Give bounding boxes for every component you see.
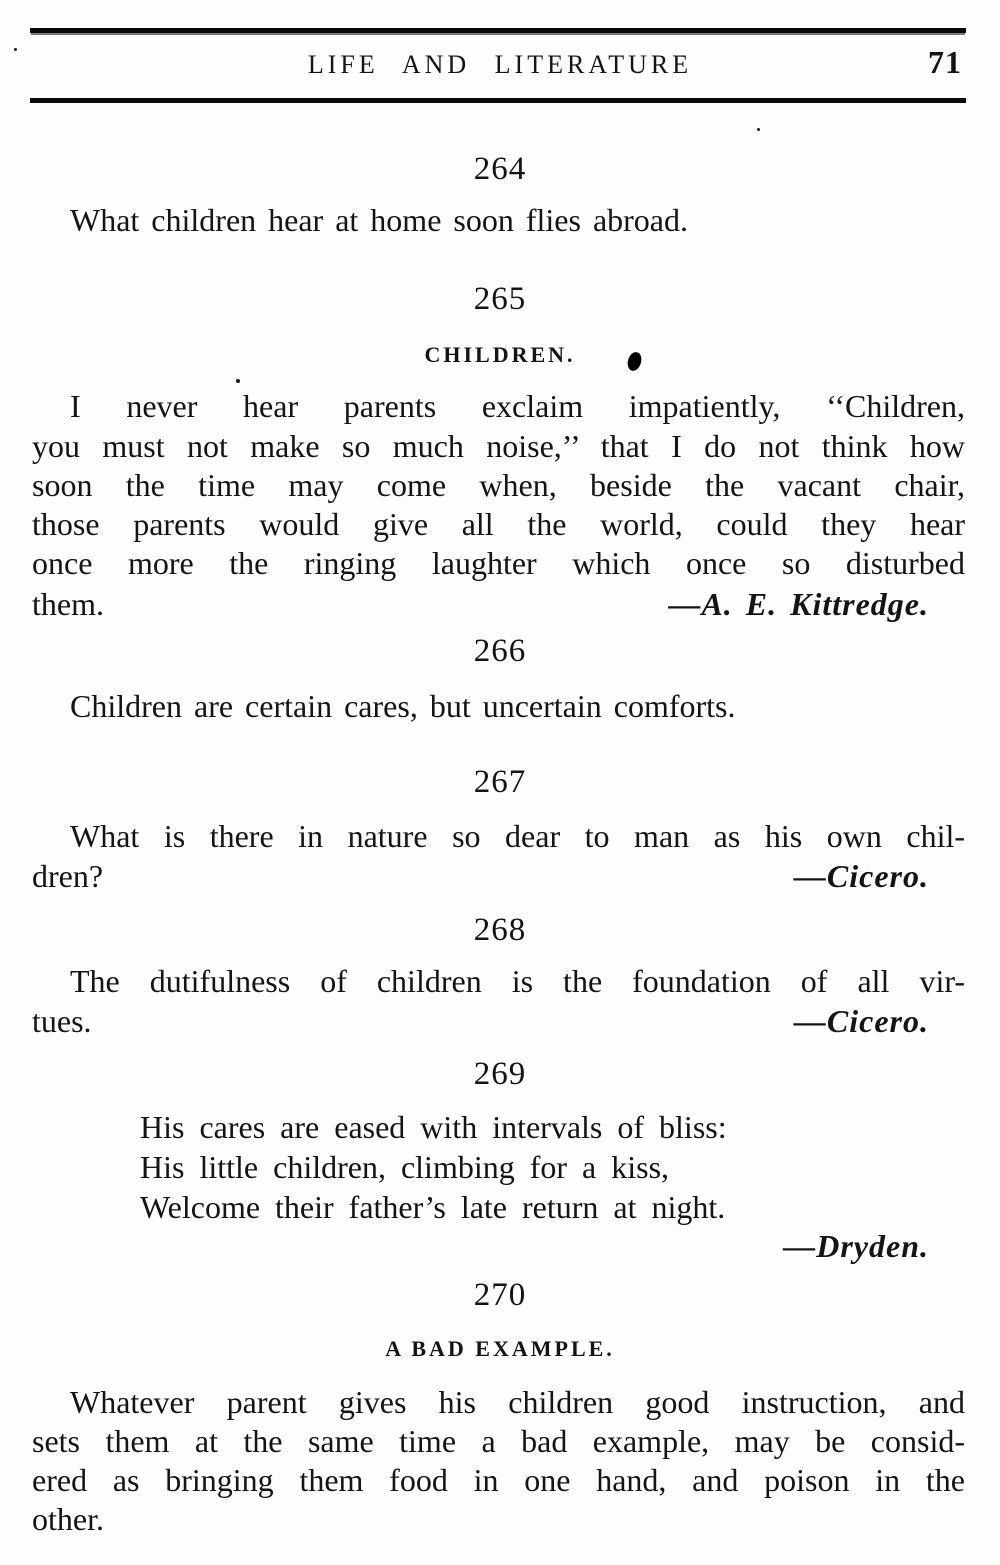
attribution-kittredge: —A. E. Kittredge.	[668, 586, 929, 622]
print-speck	[236, 379, 240, 383]
quote-268-last-line	[32, 1001, 965, 1041]
running-header-title: LIFE AND LITERATURE	[307, 50, 693, 79]
print-speck	[14, 48, 17, 51]
quote-number-265: 265	[473, 281, 527, 317]
quote-270-line: Whatever parent gives his children good instruction, and	[70, 1384, 965, 1420]
quote-268-line: The dutifulness of children is the foundation of all vir-	[70, 963, 965, 999]
quote-number-267: 267	[473, 764, 527, 800]
section-heading-children: CHILDREN.	[424, 342, 576, 367]
print-speck	[757, 128, 760, 131]
attribution-dryden: —Dryden.	[783, 1228, 929, 1264]
quote-270-line: sets them at the same time a bad example, may be consid-	[32, 1423, 965, 1459]
quote-267-line: What is there in nature so dear to man as his own chil-	[70, 818, 965, 854]
section-heading-a-bad-example: A BAD EXAMPLE.	[385, 1336, 615, 1361]
quote-265-line: I never hear parents exclaim impatiently, ‘‘Children,	[70, 388, 965, 424]
quote-265-last-line	[32, 584, 965, 624]
quote-264-text: What children hear at home soon flies abroad.	[70, 202, 688, 238]
quote-number-270: 270	[473, 1277, 527, 1313]
quote-270-line: ered as bringing them food in one hand, and poison in the	[32, 1462, 965, 1498]
quote-269-verse-line: His little children, climbing for a kiss,	[140, 1149, 670, 1185]
quote-269-verse-line: His cares are eased with intervals of bliss:	[140, 1109, 727, 1145]
quote-265-last-word: them.	[32, 586, 104, 622]
attribution-cicero: —Cicero.	[793, 858, 929, 894]
quote-number-264: 264	[473, 151, 527, 187]
quote-269-verse-line: Welcome their father’s late return at night.	[140, 1189, 726, 1225]
attribution-cicero: —Cicero.	[793, 1003, 929, 1039]
top-rule	[30, 28, 966, 33]
quote-270-last-word: other.	[32, 1501, 104, 1537]
quote-number-266: 266	[473, 633, 527, 669]
quote-265-line: soon the time may come when, beside the vacant chair,	[32, 467, 965, 503]
quote-number-269: 269	[473, 1056, 527, 1092]
quote-268-last-word: tues.	[32, 1003, 92, 1039]
quote-265-line: once more the ringing laughter which once so disturbed	[32, 545, 965, 581]
header-divider-rule	[30, 98, 966, 103]
page-number: 71	[928, 44, 962, 80]
quote-265-line: those parents would give all the world, could they hear	[32, 506, 965, 542]
quote-267-last-line	[32, 856, 965, 896]
quote-267-last-word: dren?	[32, 858, 104, 894]
quote-266-text: Children are certain cares, but uncertain comforts.	[70, 688, 736, 724]
quote-265-line: you must not make so much noise,’’ that I do not think how	[32, 428, 965, 464]
quote-number-268: 268	[473, 912, 527, 948]
